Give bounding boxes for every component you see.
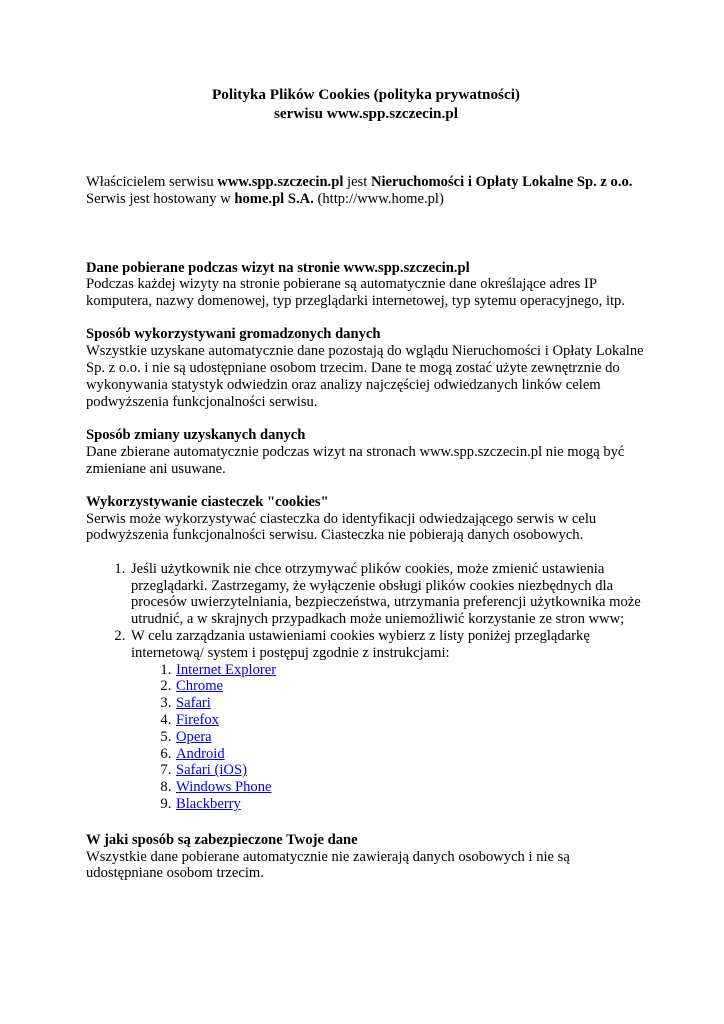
section-heading: Wykorzystywanie ciasteczek "cookies" <box>86 493 329 510</box>
host-name: home.pl S.A. <box>234 190 314 207</box>
section-text: Serwis może wykorzystywać ciasteczka do identyfikacji odwiedzającego serwis w celu podwyższenia funkcjonalności serwisu. Ciasteczka nie pobierają danych osobowych. <box>86 510 597 544</box>
link-android[interactable]: Android <box>176 745 225 762</box>
browser-item <box>175 779 646 796</box>
owner-middle: jest <box>343 174 371 190</box>
owner-site: www.spp.szczecin.pl <box>217 174 344 190</box>
title-line-2: serwisu www.spp.szczecin.pl <box>274 104 458 122</box>
browser-item <box>175 746 646 763</box>
section-data-change <box>86 427 646 477</box>
section-text: Podczas każdej wizyty na stronie pobierane są automatycznie dane określające adres IP komputera, nazwy domenowej, typ przeglądarki internetowej, typ sytemu operacyjnego, itp. <box>86 276 625 310</box>
browser-item <box>175 796 646 813</box>
browser-item <box>175 695 646 712</box>
browser-item <box>175 712 646 729</box>
owner-info <box>86 174 646 208</box>
title-line-1: Polityka Plików Cookies (polityka prywatności) <box>212 86 520 103</box>
section-data-collected <box>86 260 646 310</box>
hosted-prefix: Serwis jest hostowany w <box>86 190 235 207</box>
link-firefox[interactable]: Firefox <box>176 711 219 728</box>
document-title <box>86 86 646 123</box>
section-heading: Sposób zmiany uzyskanych danych <box>86 426 306 443</box>
list-item: 1. Jeśli użytkownik nie chce otrzymywać plików cookies, może zmienić ustawienia przeglądarki. Zastrzegamy, że wyłączenie obsługi plików cookies niezbędnych dla procesów uwierzytelniania, bezpieczeństwa, utrzymania preferencji użytkownika może utrudnić, a w skrajnych przypadkach może uniemożliwić korzystanie ze stron www; <box>129 561 646 628</box>
browser-list <box>131 662 646 813</box>
browser-item <box>175 678 646 695</box>
section-cookies <box>86 494 646 813</box>
link-blackberry[interactable]: Blackberry <box>176 795 241 812</box>
section-security <box>86 832 646 882</box>
link-safari[interactable]: Safari <box>176 695 211 712</box>
link-windows-phone[interactable]: Windows Phone <box>176 779 272 796</box>
section-text: Wszystkie dane pobierane automatycznie nie zawierają danych osobowych i nie są udostępniane osobom trzecim. <box>86 848 570 882</box>
list-item-text: W celu zarządzania ustawieniami cookies wybierz z listy poniżej przeglądarkę internetową/ system i postępuj zgodnie z instrukcjami: <box>131 627 590 661</box>
owner-company: Nieruchomości i Opłaty Lokalne Sp. z o.o. <box>370 174 633 190</box>
section-data-usage <box>86 326 646 410</box>
list-item <box>129 628 646 813</box>
host-url: (http://www.home.pl) <box>313 190 444 207</box>
section-text: Dane zbierane automatycznie podczas wizyt na stronach www.spp.szczecin.pl nie mogą być zmieniane ani usuwane. <box>86 443 625 477</box>
link-safari-ios[interactable]: Safari (iOS) <box>176 762 247 779</box>
link-chrome[interactable]: Chrome <box>176 678 224 695</box>
link-opera[interactable]: Opera <box>176 728 212 745</box>
section-heading: W jaki sposób są zabezpieczone Twoje dane <box>86 831 358 848</box>
owner-prefix: Właścicielem serwisu <box>86 174 218 190</box>
link-internet-explorer[interactable]: Internet Explorer <box>176 661 277 678</box>
document-page <box>86 86 646 882</box>
browser-item <box>175 729 646 746</box>
browser-item <box>175 662 646 679</box>
section-heading: Sposób wykorzystywani gromadzonych danych <box>86 326 381 343</box>
cookies-list <box>86 561 646 813</box>
section-heading: Dane pobierane podczas wizyt na stronie www.spp.szczecin.pl <box>86 259 470 276</box>
section-text: Wszystkie uzyskane automatycznie dane pozostają do wglądu Nieruchomości i Opłaty Lokalne Sp. z o.o. i nie są udostępniane osobom trzecim. Dane te mogą zostać użyte zewnętrznie do wykonywania statystyk odwiedzin oraz analizy najczęściej odwiedzanych linków celem podwyższenia funkcjonalności serwisu. <box>86 343 644 410</box>
browser-item <box>175 762 646 779</box>
